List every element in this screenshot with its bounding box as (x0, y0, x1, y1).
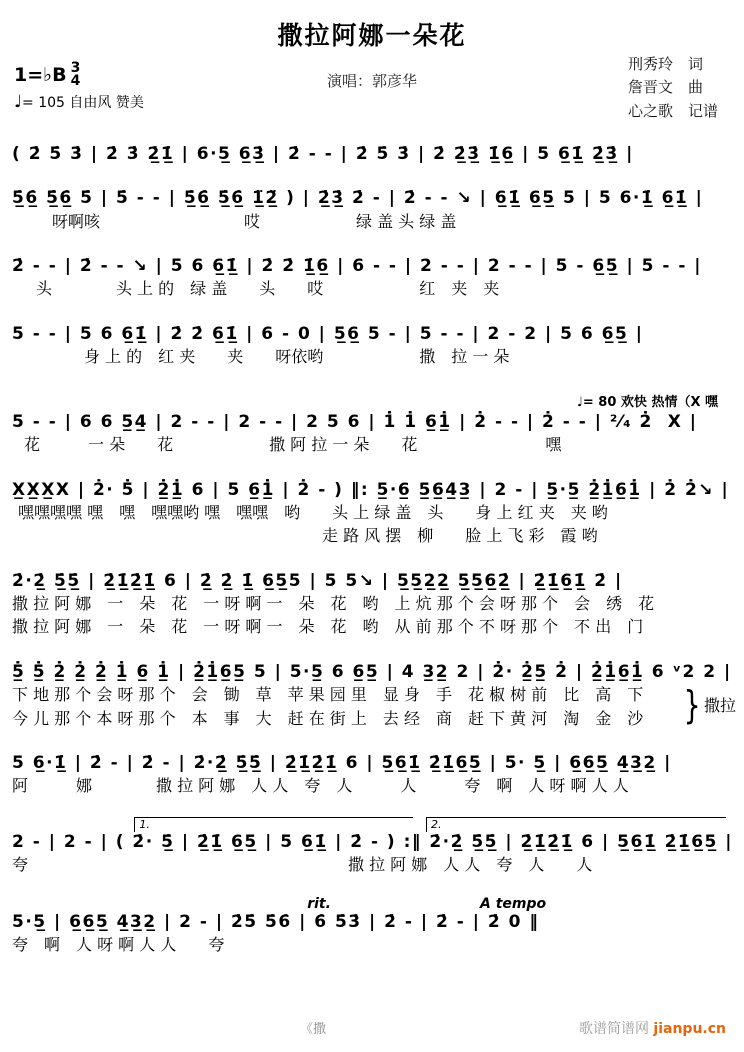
system-9 (12, 753, 732, 798)
system-3 (12, 256, 732, 301)
lyric-line: 夸 啊 人 呀 啊 人 人 夸 (12, 935, 225, 955)
tempo-marking (14, 92, 144, 112)
system-4 (12, 324, 732, 369)
site-credit (579, 1018, 726, 1038)
volta-1-label: 1. (134, 817, 413, 832)
tempo-value: = 105 (22, 94, 65, 111)
site-url-link[interactable]: jianpu.cn (653, 1021, 726, 1037)
lyric-line: 阿 娜 撒 拉 阿 娜 人 人 夸 人 人 夸 啊 人 呀 啊 人 人 (12, 776, 629, 796)
lyric-brace: } (683, 682, 701, 727)
lyric-line: 头 头 上 的 绿 盖 头 哎 红 夹 夹 (36, 279, 500, 299)
notes-line: 5 - - | 6 6 5̲4̲ | 2 - - | 2 - - | 2 5 6 | 1̇ 1̇ 6̲1̲̇ | 2̇ - - | 2̇ - - | ²⁄₄ 2̇ X | (12, 412, 698, 433)
system-2 (12, 188, 732, 233)
lyric-line-verse2: 走 路 风 摆 柳 脸 上 飞 彩 霞 哟 (18, 526, 598, 546)
key-signature-text: 1=♭B (14, 64, 67, 87)
system-5 (12, 391, 732, 457)
lyric-line: 夸 撒 拉 阿 娜 人 人 夸 人 人 (12, 854, 593, 874)
system-7 (12, 571, 732, 639)
credit-lyricist: 刑秀玲 词 (627, 57, 703, 73)
credit-composer: 詹晋文 曲 (627, 80, 703, 97)
time-signature-denominator: 4 (70, 73, 81, 90)
watermark: 《撒 (300, 1022, 327, 1037)
lyric-line-verse1: 嘿嘿嘿嘿 嘿 嘿 嘿嘿哟 嘿 嘿嘿 哟 头 上 绿 盖 头 身 上 红 夹 夹 哟 (18, 503, 608, 523)
credits-block (628, 54, 718, 124)
lyric-line: 呀啊咳 哎 绿 盖 头 绿 盖 (52, 211, 457, 231)
notes-line: 2̇·2̲̇ 5̲̇5̲̇ | 2̲̇1̲̇2̲̇1̲̇ 6 | 2̲̇ 2̲̇ 1̲̇ 6̲5̲5 | 5 5↘ | 5̲5̲2̲2̲ 5̲5̲6̲2̲̇ | 2̲̇1̲̇6̲1̲̇ 2̇ | (12, 570, 623, 591)
notes-line: X̲X̲X̲X | 2̇· 5̇ | 2̲̇1̲̇ 6 | 5 6̲1̲̇ | 2̇ - ) ‖: 5̲·6̲ 5̲6̲4̲3̲ | 2 - | 5̲·5̲ 2̲̇1̲̇6̲1̲̇ | 2̇ 2̇↘ | (12, 479, 730, 500)
time-signature-numerator: 3 (70, 60, 81, 76)
lyric-line-verse2: 撒 拉 阿 娜 一 朵 花 一 呀 啊 一 朵 花 哟 从 前 那 个 不 呀 那 个 不 出 门 (12, 617, 644, 637)
notes-line: 5̲̇ 5̲̇ 2̲̇ 2̲̇ 2̲̇ 1̲̇ 6̲ 1̲̇ | 2̲̇1̲̇6̲5̲ 5 | 5·5̲ 6 6̲5̲ | 4 3̲2̲ 2 | 2̇· 2̲̇5̲ 2̇ | 2̲̇1̲̇6̲1̲̇ 6 ᵛ2 2 | (12, 661, 732, 682)
system-10 (12, 817, 734, 877)
tempo-change-annotation: ♩= 80 欢快 热情（X 嘿 (576, 395, 718, 411)
score (12, 144, 736, 957)
pickup-lyric (680, 682, 736, 727)
notes-line: 5̲̇6̲̇ 5̲̇6̲̇ 5̇ | 5̇ - - | 5̲̇6̲̇ 5̲̇6̲̇ 1̲̈2̲̈ ) | 2̲̇3̲̇ 2̇ - | 2̇ - - ↘ | 6̲1̲̇ 6̲5̲ 5 | 5 6·1̲̇ 6̲1̲̇ | (12, 188, 704, 209)
a-tempo-annotation: A tempo (480, 896, 547, 913)
notes-line: 5 6̲·1̲̇ | 2̇ - | 2̇ - | 2̇·2̲̇ 5̲̇5̲̇ | 2̲̇1̲̇2̲̇1̲̇ 6 | 5̲6̲1̲̇ 2̲̇1̲̇6̲5̲ | 5· 5̲ | 6̲6̲5̲ 4̲3̲2̲ | (12, 752, 672, 773)
notes-line: 2̇ - - | 2̇ - - ↘ | 5 6 6̲1̲̇ | 2̇ 2̇ 1̲̇6̲ | 6 - - | 2 - - | 2 - - | 5 - 6̲5̲ | 5 - - | (12, 255, 702, 276)
performer: 演唱：郭彦华 (326, 74, 417, 90)
rit-annotation: rit. (307, 896, 331, 913)
system-11 (12, 896, 732, 957)
page-footer (0, 1018, 744, 1038)
song-title: 撒拉阿娜一朵花 (277, 21, 467, 50)
lyric-line: 花 一 朵 花 撒 阿 拉 一 朵 花 嘿 (24, 435, 562, 455)
credit-transcriber: 心之歌 记谱 (627, 103, 718, 120)
pickup-lyric-text: 撒拉 (703, 696, 736, 716)
system-6 (12, 480, 732, 548)
volta-2-label: 2. (426, 817, 726, 832)
system-8 (12, 661, 736, 730)
lyric-line: 身 上 的 红 夹 夹 呀依哟 撒 拉 一 朵 (36, 346, 510, 366)
lyric-line-verse2: 今 儿 那 个 本 呀 那 个 本 事 大 赶 在 街 上 去 经 商 赶 下 黄 河 淘 金 沙 (12, 708, 644, 728)
notes-line: 5 - - | 5 6 6̲1̲̇ | 2̇ 2̇ 6̲1̲̇ | 6 - 0 | 5̲6̲ 5 - | 5 - - | 2 - 2 | 5 6 6̲5̲ | (12, 323, 644, 344)
notes-line: ( 2̇ 5̇ 3̇ | 2̇ 3̇ 2̲̇1̲̇ | 6·5̲ 6̲3̲̇ | 2̇ - - | 2̇ 5̇ 3̇ | 2̇ 2̲̇3̲̇ 1̲̇6̲ | 5 6̲1̲̇ 2̲̇3̲̇ | (12, 144, 634, 164)
quarter-note-icon: ♩ (14, 91, 23, 112)
site-name: 歌谱简谱网 (578, 1021, 649, 1037)
lyric-line-verse1: 撒 拉 阿 娜 一 朵 花 一 呀 啊 一 朵 花 哟 上 炕 那 个 会 呀 那 个 会 绣 花 (12, 594, 655, 614)
notes-line: 2 - | 2 - | ( 2̇· 5̲̇ | 2̲̇1̲̇ 6̲5̲ | 5 6̲1̲̇ | 2̇ - ) :‖ 2̇·2̲̇ 5̲̇5̲̇ | 2̲̇1̲̇2̲̇1̲̇ 6 | 5̲6̲1̲̇ 2̲̇1̲̇6̲5̲ | (12, 831, 734, 852)
header-meta (0, 54, 744, 130)
notes-line: 5·5̲ | 6̲6̲5̲ 4̲3̲2̲ | 2 - | 2̇5̇ 5̇6̇ | 6̇ 5̇3̇ | 2̇ - | 2̇ - | 2̇ 0 ‖ (12, 912, 540, 933)
system-1 (12, 144, 732, 165)
lyric-line-verse1: 下 地 那 个 会 呀 那 个 会 锄 草 苹 果 园 里 显 身 手 花 椒 树 前 比 高 下 (12, 685, 644, 705)
style-text: 自由风 赞美 (69, 94, 144, 111)
